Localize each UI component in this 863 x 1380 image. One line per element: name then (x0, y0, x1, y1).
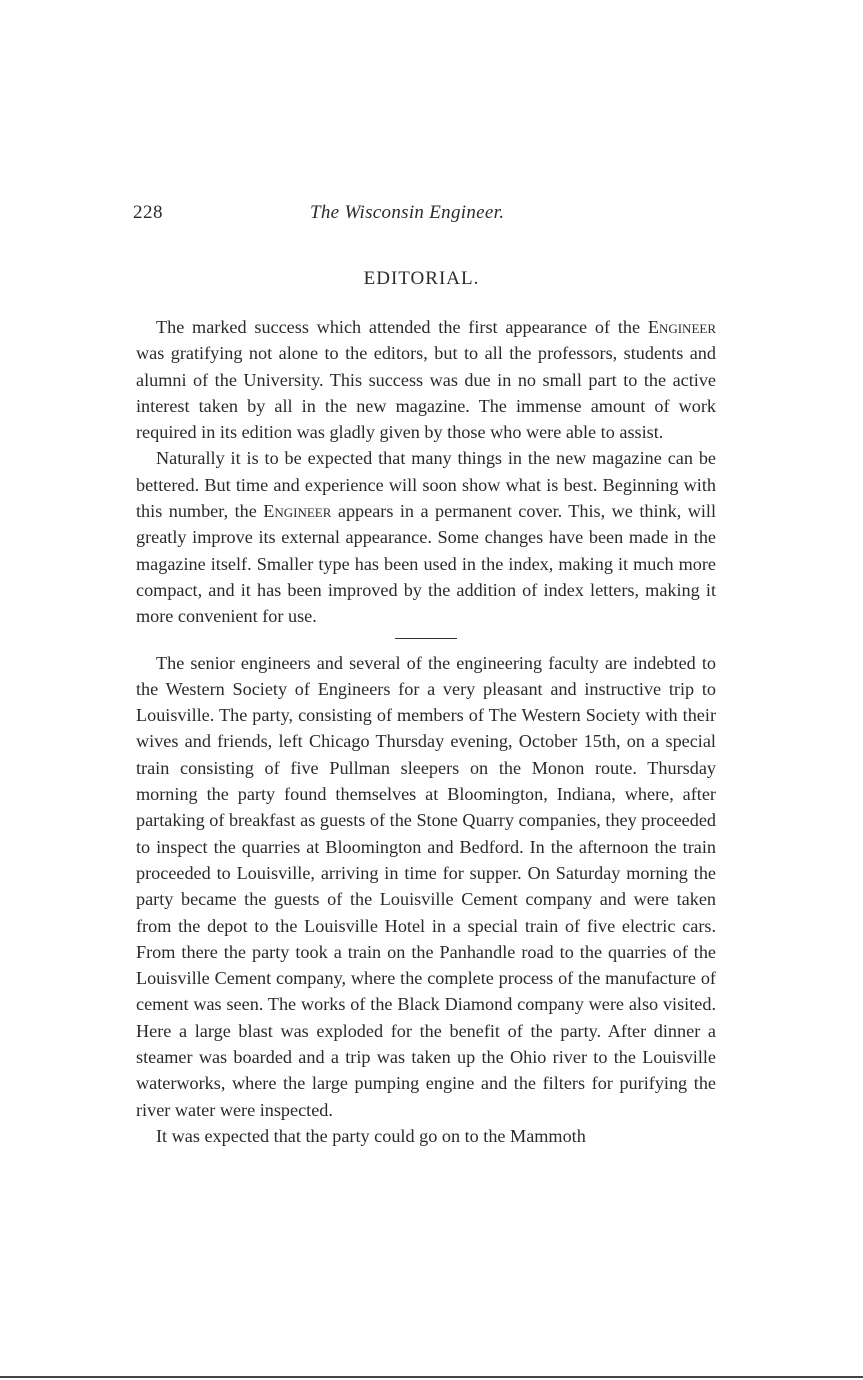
page-number: 228 (133, 202, 163, 223)
magazine-name: Engineer (263, 501, 332, 522)
running-head: The Wisconsin Engineer. (310, 202, 505, 223)
section-title: EDITORIAL. (363, 268, 480, 289)
paragraph-3: The senior engineers and several of the engineering faculty are indebted to the Western Society of Engineers for a very pleasant and instructive trip to Louisville. The party, consisting of members of The Western Society with their wives and friends, left Chicago Thursday evening, October 15th, on a special train consisting of five Pullman sleepers on the Monon route. Thursday morning the party found themselves at Bloomington, Indiana, where, after partaking of breakfast as guests of the Stone Quarry companies, they proceeded to inspect the quarries at Bloomington and Bedford. In the afternoon the train proceeded to Louisville, arriving in time for supper. On Saturday morning the party became the guests of the Louisville Cement company and were taken from the depot to the Louisville Hotel in a special train of five electric cars. From there the party took a train on the Panhandle road to the quarries of the Louisville Cement company, where the complete process of the manufacture of cement was seen. The works of the Black Diamond company were also visited. Here a large blast was exploded for the benefit of the party. After dinner a steamer was boarded and a trip was taken up the Ohio river to the Louisville waterworks, where the large pumping engine and the filters for purifying the river water were inspected. (136, 652, 716, 1120)
article-body (136, 314, 716, 1149)
magazine-name: Engineer (647, 317, 716, 337)
scan-edge-line (0, 1376, 863, 1378)
page-header (130, 202, 720, 230)
section-divider (395, 638, 457, 639)
paragraph-2: Naturally it is to be expected that many things in the new magazine can be bettered. But time and experience will soon show what is best. Beginning with this number, the Engineer appears in a permanent cover. This, we think, will greatly improve its external appearance. Some changes have been made in the magazine itself. Smaller type has been used in the index, making it much more compact, and it has been improved by the addition of index letters, making it more convenient for use. (136, 448, 717, 627)
paragraph-1: The marked success which attended the first appearance of the Engineer was gratifying not alone to the editors, but to all the professors, students and alumni of the University. This success was due in no small part to the active interest taken by all in the new magazine. The immense amount of work required in its edition was gladly given by those who were able to assist. (136, 317, 716, 443)
paragraph-4: It was expected that the party could go on to the Mammoth (156, 1125, 586, 1146)
